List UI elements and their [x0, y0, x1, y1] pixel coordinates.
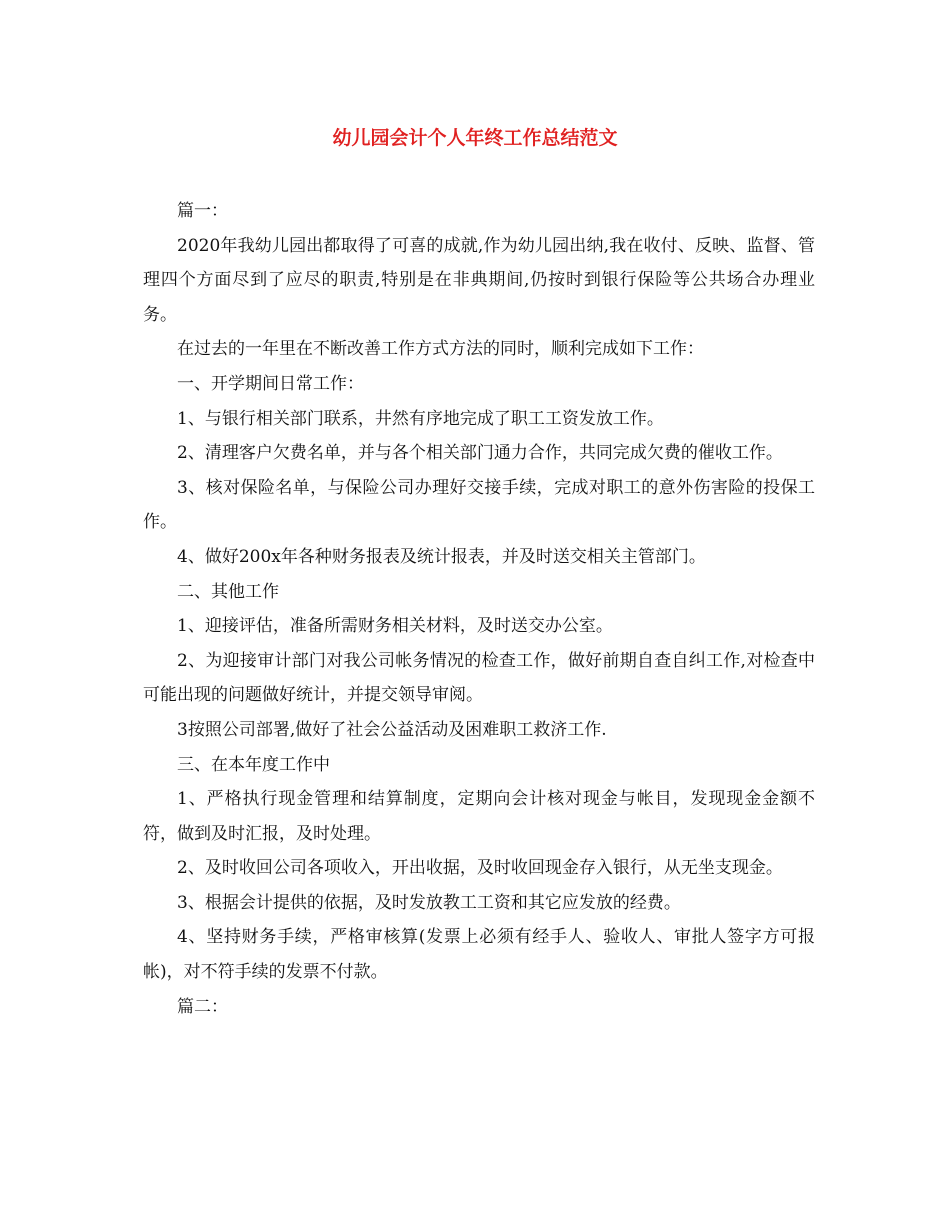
list-item: 4、做好200x年各种财务报表及统计报表，并及时送交相关主管部门。 [177, 546, 706, 567]
list-item: 3按照公司部署,做好了社会公益活动及困难职工救济工作. [177, 719, 607, 740]
section-heading-other-work: 二、其他工作 [177, 581, 279, 602]
section-heading-annual-work: 三、在本年度工作中 [177, 754, 330, 775]
list-item: 3、核对保险名单，与保险公司办理好交接手续，完成对职工的意外伤害险的投保工作。 [143, 477, 815, 533]
list-item: 1、迎接评估，准备所需财务相关材料，及时送交办公室。 [177, 616, 613, 637]
list-item: 1、与银行相关部门联系，井然有序地完成了职工工资发放工作。 [177, 408, 664, 429]
list-item: 2、及时收回公司各项收入，开出收据，及时收回现金存入银行，从无坐支现金。 [177, 858, 783, 879]
document-title: 幼儿园会计个人年终工作总结范文 [332, 127, 618, 149]
section-heading-part-two: 篇二： [177, 996, 228, 1017]
overview-paragraph: 在过去的一年里在不断改善工作方式方法的同时，顺利完成如下工作： [177, 339, 704, 360]
section-heading-part-one: 篇一： [177, 201, 228, 221]
list-item: 2、为迎接审计部门对我公司帐务情况的检查工作，做好前期自查自纠工作,对检查中可能出现的问题做好统计，并提交领导审阅。 [143, 650, 815, 706]
section-heading-daily-work: 一、开学期间日常工作： [177, 373, 364, 394]
document-body [143, 194, 815, 1024]
list-item: 2、清理客户欠费名单，并与各个相关部门通力合作，共同完成欠费的催收工作。 [177, 443, 783, 464]
list-item: 3、根据会计提供的依据，及时发放教工工资和其它应发放的经费。 [177, 892, 681, 913]
list-item: 4、坚持财务手续，严格审核算(发票上必须有经手人、验收人、审批人签字方可报帐)，对不符手续的发票不付款。 [143, 927, 815, 983]
intro-paragraph: 2020年我幼儿园出都取得了可喜的成就,作为幼儿园出纳,我在收付、反映、监督、管理四个方面尽到了应尽的职责,特别是在非典期间,仍按时到银行保险等公共场合办理业务。 [143, 235, 815, 325]
list-item: 1、严格执行现金管理和结算制度，定期向会计核对现金与帐目，发现现金金额不符，做到及时汇报，及时处理。 [143, 789, 815, 844]
